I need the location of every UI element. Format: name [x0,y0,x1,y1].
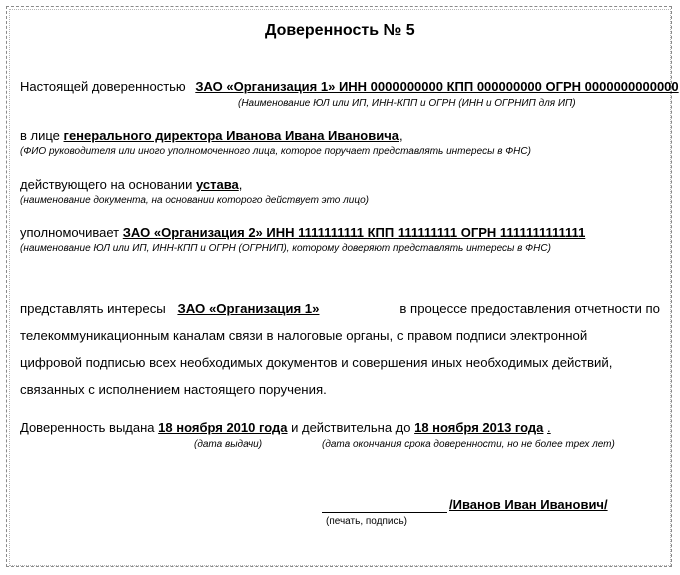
expiry-date-note: (дата окончания срока доверенности, но не более трех лет) [322,439,615,450]
powers-prefix: представлять интересы [20,301,166,316]
represented-line [20,128,403,144]
validity-middle: и действительна до [291,420,411,435]
basis-note: (наименование документа, на основании которого действует это лицо) [20,195,369,206]
basis-suffix: , [238,177,243,192]
issue-date: 18 ноября 2010 года [158,420,288,435]
agent-value: ЗАО «Организация 2» ИНН 1111111111 КПП 111111111 ОГРН 1111111111111 [122,225,586,240]
powers-suffix: в процессе предоставления отчетности по [399,301,660,316]
powers-line-3: цифровой подписью всех необходимых документов и совершения иных необходимых действий, [20,355,613,370]
powers-line-4: связанных с исполнением настоящего поручения. [20,382,327,397]
validity-prefix: Доверенность выдана [20,420,155,435]
basis-value: устава [195,177,239,192]
represented-value: генерального директора Иванова Ивана Ивановича [63,128,399,143]
agent-prefix: уполномочивает [20,225,120,240]
principal-line [20,79,679,95]
signature-line [322,497,608,513]
represented-prefix: в лице [20,128,60,143]
powers-line-1 [20,301,660,317]
basis-prefix: действующего на основании [20,177,193,192]
validity-suffix: . [547,420,551,435]
agent-note: (наименование ЮЛ или ИП, ИНН-КПП и ОГРН (ОГРНИП), которому доверяют представлять интересы в ФНС) [20,243,551,254]
expiry-date: 18 ноября 2013 года [414,420,544,435]
principal-note: (Наименование ЮЛ или ИП, ИНН-КПП и ОГРН (ИНН и ОГРНИП для ИП) [238,98,576,109]
powers-line-2: телекоммуникационным каналам связи в налоговые органы, с правом подписи электронной [20,328,588,343]
signature-note: (печать, подпись) [326,516,408,527]
validity-line [20,420,551,436]
principal-prefix: Настоящей доверенностью [20,79,186,94]
signatory-name: /Иванов Иван Иванович/ [449,497,608,512]
principal-value: ЗАО «Организация 1» ИНН 0000000000 КПП 000000000 ОГРН 0000000000000 [195,79,679,94]
issue-date-note: (дата выдачи) [194,439,263,450]
agent-line [20,225,585,241]
document-title: Доверенность № 5 [265,22,415,39]
represented-note: (ФИО руководителя или иного уполномоченного лица, которое поручает представлять интересы в ФНС) [20,146,531,157]
basis-line [20,177,242,193]
powers-org: ЗАО «Организация 1» [177,301,320,316]
represented-suffix: , [399,128,403,143]
signature-blank [322,499,447,513]
